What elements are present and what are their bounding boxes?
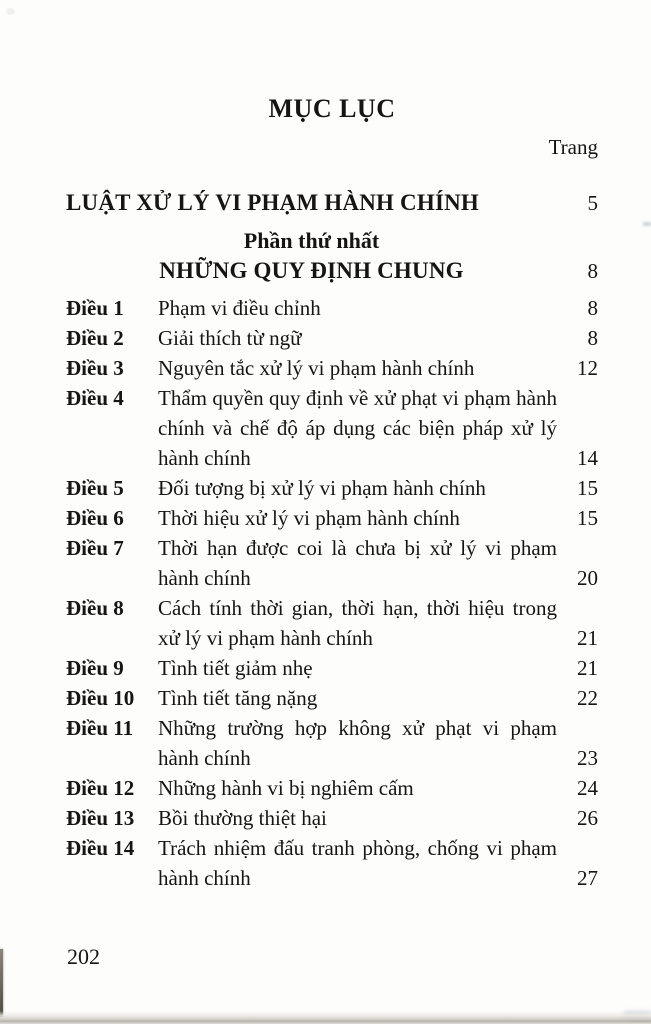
toc-entry	[66, 323, 598, 353]
toc-entry	[66, 773, 598, 803]
toc-heading: MỤC LỤC	[268, 94, 396, 123]
toc-entry-label: Điều 10	[66, 686, 135, 710]
toc-entry-label: Điều 11	[66, 716, 134, 740]
toc-entry-label: Điều 12	[66, 776, 135, 800]
toc-entry	[66, 503, 598, 533]
toc-entry-page-number: 20	[577, 566, 598, 590]
page-column-header: Trang	[548, 135, 598, 159]
toc-entry-label: Điều 3	[66, 356, 124, 380]
toc-entry	[66, 473, 598, 503]
toc-entry-title: Bồi thường thiệt hại	[158, 806, 327, 830]
toc-entry-title: Giải thích từ ngữ	[158, 326, 302, 350]
toc-entry-page-number: 24	[577, 776, 598, 800]
toc-entry-title: Thời hiệu xử lý vi phạm hành chính	[158, 506, 460, 530]
toc-entry-page-number: 14	[577, 446, 598, 470]
scan-artifact-left-edge	[0, 949, 3, 1017]
toc-entry	[66, 353, 598, 383]
toc-entry-page-number: 8	[587, 326, 598, 350]
toc-entry	[66, 803, 598, 833]
toc-entry-label: Điều 5	[66, 476, 124, 500]
toc-entry-title: Tình tiết giảm nhẹ	[158, 656, 313, 680]
toc-entry-label: Điều 9	[66, 656, 124, 680]
book-page-number: 202	[67, 944, 100, 969]
toc-entry	[66, 653, 598, 683]
part-heading: Phần thứ nhất	[243, 228, 380, 253]
toc-list	[66, 293, 598, 893]
toc-entry-page-number: 22	[577, 686, 598, 710]
toc-entry	[66, 833, 598, 893]
toc-entry-title: Tình tiết tăng nặng	[158, 686, 318, 710]
law-page-number: 5	[587, 191, 598, 215]
toc-entry	[66, 683, 598, 713]
toc-entry-page-number: 26	[577, 806, 598, 830]
scan-artifact-right-tick	[643, 222, 651, 226]
toc-entry-page-number: 15	[577, 476, 598, 500]
toc-entry-title: Thẩm quyền quy định về xử phạt vi phạm hành chính và chế độ áp dụng các biện pháp xử lý hành chính	[158, 386, 557, 470]
toc-entry	[66, 593, 598, 653]
toc-entry-page-number: 8	[587, 296, 598, 320]
toc-entry-label: Điều 13	[66, 806, 135, 830]
toc-entry-page-number: 15	[577, 506, 598, 530]
toc-entry-title: Đối tượng bị xử lý vi phạm hành chính	[158, 476, 486, 500]
toc-entry-page-number: 21	[577, 656, 598, 680]
law-title: LUẬT XỬ LÝ VI PHẠM HÀNH CHÍNH	[66, 190, 480, 215]
scan-artifact-bottom-edge	[0, 1011, 651, 1024]
toc-entry-label: Điều 7	[66, 536, 124, 560]
toc-entry-page-number: 12	[577, 356, 598, 380]
toc-entry-title: Những hành vi bị nghiêm cấm	[158, 776, 414, 800]
toc-entry	[66, 293, 598, 323]
toc-entry-page-number: 21	[577, 626, 598, 650]
toc-entry-page-number: 23	[577, 746, 598, 770]
toc-entry-title: Nguyên tắc xử lý vi phạm hành chính	[158, 356, 475, 380]
toc-entry	[66, 533, 598, 593]
toc-entry-label: Điều 2	[66, 326, 124, 350]
toc-entry-title: Trách nhiệm đấu tranh phòng, chống vi phạm hành chính	[158, 836, 557, 890]
toc-entry-page-number: 27	[577, 866, 598, 890]
chapter-heading: NHỮNG QUY ĐỊNH CHUNG	[159, 258, 464, 283]
toc-entry-label: Điều 8	[66, 596, 124, 620]
law-title-row	[66, 188, 598, 218]
toc-entry-label: Điều 14	[66, 836, 135, 860]
toc-entry-label: Điều 1	[66, 296, 124, 320]
toc-entry-label: Điều 4	[66, 386, 124, 410]
chapter-page-number: 8	[587, 259, 598, 283]
chapter-heading-row	[66, 256, 598, 286]
toc-entry	[66, 713, 598, 773]
toc-entry-title: Thời hạn được coi là chưa bị xử lý vi phạm hành chính	[158, 536, 557, 590]
toc-entry	[66, 383, 598, 473]
toc-entry-title: Những trường hợp không xử phạt vi phạm hành chính	[158, 716, 557, 770]
toc-entry-title: Cách tính thời gian, thời hạn, thời hiệu trong xử lý vi phạm hành chính	[158, 596, 557, 650]
scan-artifact-dot	[6, 8, 15, 15]
toc-entry-label: Điều 6	[66, 506, 124, 530]
toc-entry-title: Phạm vi điều chỉnh	[158, 296, 321, 320]
